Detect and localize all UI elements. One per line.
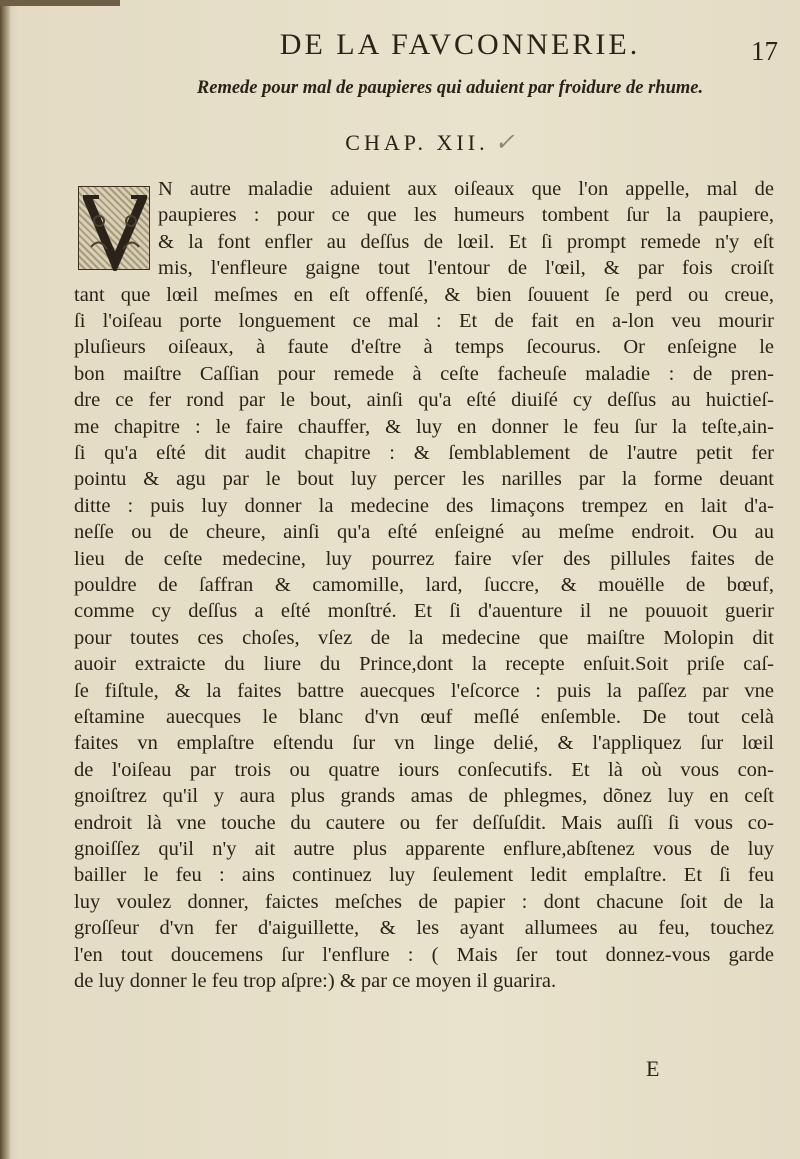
text-line: dre ce fer rond par le bout, ainſi qu'a eſté diuiſé cy deſſus au huictieſ-: [74, 389, 774, 412]
text-line: pour toutes ces choſes, vſez de la medecine que maiſtre Molopin dit: [74, 626, 774, 649]
page-number: 17: [751, 36, 778, 66]
text-line: pointu & agu par le bout luy percer les narilles par la forme deuant: [74, 468, 774, 491]
text-line: luy voulez donner, faictes meſches de papier : dont chacune ſoit de la: [74, 890, 774, 913]
text-line: ſe fiſtule, & la faites battre auecques l'eſcorce : puis la paſſez par vne: [74, 679, 774, 702]
chapter-heading: [200, 128, 660, 157]
text-line: & la font enfler au deſſus de lœil. Et ſi prompt remede n'y eſt: [158, 230, 774, 253]
show-through-text: [540, 1030, 800, 1110]
text-line: l'en tout doucemens ſur l'enflure : ( Mais ſer tout donnez-vous garde: [74, 943, 774, 966]
text-line: de luy donner le feu trop aſpre:) & par ce moyen il guarira.: [74, 970, 557, 992]
text-line: auoir extraicte du liure du Prince,dont la recepte enſuit.Soit priſe caſ-: [74, 653, 774, 676]
text-line: me chapitre : le faire chauffer, & luy en donner le feu ſur la teſte,ain-: [74, 415, 774, 438]
binding-shadow: [0, 0, 10, 1159]
text-line: pouldre de ſaffran & camomille, lard, ſuccre, & mouëlle de bœuf,: [74, 574, 774, 596]
initial-ornament-icon: [79, 187, 151, 271]
chapter-label: CHAP. XII.: [345, 130, 489, 155]
signature-mark: E: [646, 1056, 660, 1081]
page-edge: [0, 0, 120, 6]
text-line: lieu de ceſte medecine, luy pourrez faire vſer des pillules faites de: [74, 547, 774, 570]
text-line: eſtamine auecques le blanc d'vn œuf meſlé enſemble. De tout celà: [74, 706, 774, 728]
text-line: groſſeur d'vn fer d'aiguillette, & les ayant allumees au feu, touchez: [74, 917, 774, 940]
text-line: de l'oiſeau par trois ou quatre iours conſecutifs. Et là où vous con-: [74, 758, 774, 781]
text-line: ſi l'oiſeau porte longuement ce mal : Et de fait en a-lon veu mourir: [74, 310, 774, 332]
text-line: comme cy deſſus a eſté monſtré. Et ſi d'auenture il ne pouuoit guerir: [74, 600, 774, 623]
text-line: neſſe ou de cheure, ainſi qu'a eſté enſeigné au meſme endroit. Ou au: [74, 521, 774, 544]
text-line: ditte : puis luy donner la medecine des limaçons trempez en lait d'a-: [74, 494, 774, 517]
text-line: pluſieurs oiſeaux, à faute d'eſtre à temps ſecourus. Or enſeigne le: [74, 336, 774, 359]
text-line: bon maiſtre Caſſian pour remede à ceſte facheuſe maladie : de pren-: [74, 362, 774, 385]
text-line: ſi qu'a eſté dit audit chapitre : & ſemblablement de l'autre petit fer: [74, 442, 774, 464]
text-line: bailler le feu : ains continuez luy ſeulement ledit emplaſtre. Et ſi feu: [74, 864, 774, 887]
text-line: faites vn emplaſtre eſtendu ſur vn linge delié, & l'appliquez ſur lœil: [74, 732, 774, 755]
text-line: tant que lœil meſmes en eſt offenſé, & bien ſouuent ſe perd ou creue,: [74, 283, 774, 306]
section-subtitle: Remede pour mal de paupieres qui aduient par froidure de rhume.: [196, 78, 704, 98]
text-line: mis, l'enfleure gaigne tout l'entour de l'œil, & par fois croiſt: [158, 257, 774, 280]
text-line: gnoiſtrez qu'il y aura plus grands amas de phlegmes, dõnez luy en ceſt: [74, 785, 774, 808]
text-line: N autre maladie aduient aux oiſeaux que l'on appelle, mal de: [158, 178, 774, 200]
handwritten-mark: ✓: [494, 130, 515, 156]
running-title: DE LA FAVCONNERIE.: [279, 28, 641, 61]
decorated-initial-v: [78, 186, 150, 270]
text-line: gnoiſſez qu'il n'y ait autre plus apparente enflure,abſtenez vous de luy: [74, 838, 774, 860]
text-line: paupieres : pour ce que les humeurs tombent ſur la paupiere,: [158, 204, 774, 227]
text-line: endroit là vne touche du cautere ou fer deſſuſdit. Mais auſſi ſi vous co-: [74, 811, 774, 834]
